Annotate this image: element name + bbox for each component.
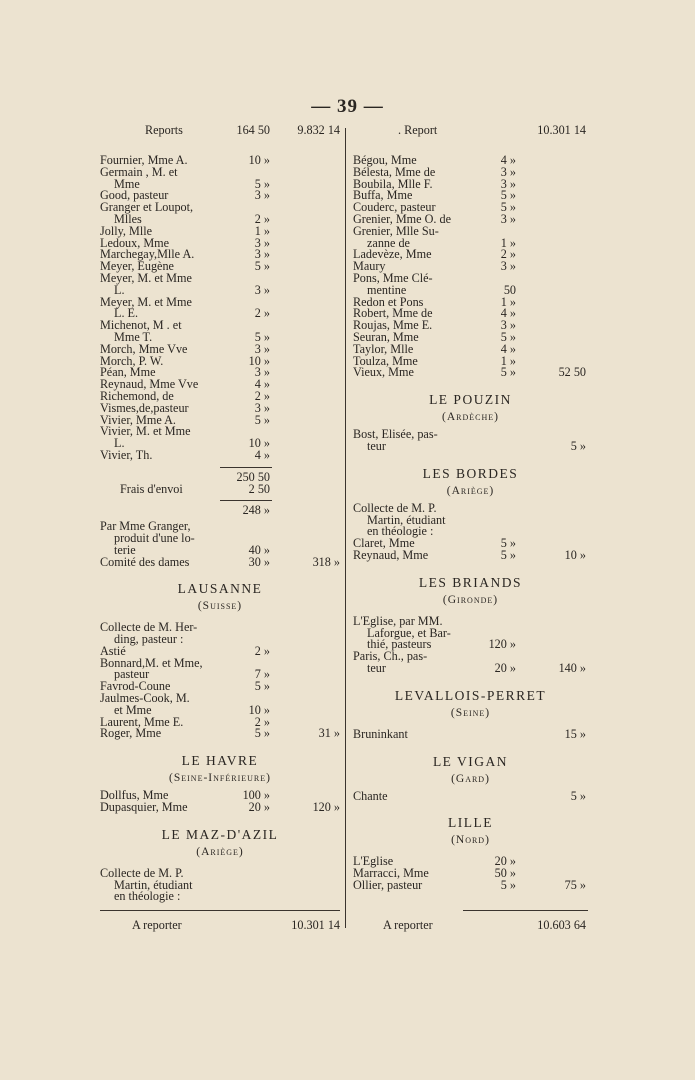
entry-amount: 3 » — [254, 235, 270, 250]
entry-amount: 5 » — [500, 188, 516, 203]
entry-name: Seuran, Mme — [353, 329, 419, 344]
entry-name: Maury — [353, 259, 386, 274]
subtotal: 250 50 — [236, 469, 270, 484]
entry-name: Grenier, Mlle Su- — [353, 223, 439, 238]
entry-name: Pons, Mme Clé- — [353, 270, 433, 285]
entry-total: 5 » — [570, 788, 586, 803]
entry-name: Bonnard,M. et Mme, — [100, 655, 203, 670]
entry-name: Jaulmes-Cook, M. — [100, 691, 190, 706]
section-title: LE HAVRE — [181, 753, 259, 769]
entry-name: Germain , M. et — [100, 164, 178, 179]
entry-name: Mme — [114, 176, 140, 191]
entry-amount: 5 » — [500, 536, 516, 551]
entry-name: Mlles — [114, 211, 142, 226]
entry-name: Favrod-Coune — [100, 679, 171, 694]
report-row — [100, 125, 340, 139]
list-item — [353, 367, 588, 379]
entry-amount: 2 » — [500, 247, 516, 262]
section-subtitle: (Ariège) — [196, 845, 244, 858]
entry-name: Boubila, Mlle F. — [353, 176, 433, 191]
donor-list — [100, 521, 340, 568]
entry-amount: 1 » — [500, 294, 516, 309]
entry-name: Grenier, Mme O. de — [353, 211, 451, 226]
entry-amount: 5 » — [254, 176, 270, 191]
entry-name: Marchegay,Mlle A. — [100, 247, 195, 262]
separator — [100, 462, 340, 472]
entry-name: produit d'une lo- — [114, 530, 195, 545]
entry-amount: 4 » — [254, 447, 270, 462]
entry-amount: 3 » — [254, 188, 270, 203]
entry-amount: 4 » — [254, 377, 270, 392]
entry-name: Morch, P. W. — [100, 353, 164, 368]
donor-list — [100, 865, 340, 904]
entry-name: Ladevèze, Mme — [353, 247, 432, 262]
entry-amount: 4 » — [500, 306, 516, 321]
entry-name: Mme T. — [114, 329, 153, 344]
entry-name: Bégou, Mme — [353, 153, 417, 167]
entry-amount: 50 » — [494, 866, 516, 881]
entry-total: 318 » — [312, 554, 340, 569]
entry-name: Marracci, Mme — [353, 866, 429, 881]
entry-name: Vieux, Mme — [353, 365, 414, 380]
section-subtitle: (Seine) — [450, 706, 491, 719]
entry-amount: 10 » — [248, 436, 270, 451]
entry-total: 75 » — [564, 877, 586, 892]
entry-amount: 20 » — [494, 660, 516, 675]
entry-name: Buffa, Mme — [353, 188, 413, 203]
entry-name: terie — [114, 542, 136, 557]
entry-name: Laurent, Mme E. — [100, 714, 184, 729]
entry-total: 140 » — [558, 660, 586, 675]
entry-amount: 30 » — [248, 554, 270, 569]
list-item — [353, 877, 588, 892]
frais-label: Frais d'envoi — [120, 481, 183, 496]
entry-amount: 1 » — [500, 235, 516, 250]
report-label: . Report — [398, 123, 438, 137]
list-item — [100, 270, 340, 285]
donor-list — [353, 856, 588, 891]
entry-name: Toulza, Mme — [353, 353, 418, 368]
entry-name: teur — [367, 660, 386, 675]
entry-amount: 40 » — [248, 542, 270, 557]
entry-amount: 3 » — [254, 365, 270, 380]
donor-list — [353, 155, 588, 379]
entry-total: 15 » — [564, 726, 586, 741]
entry-name: Dollfus, Mme — [100, 788, 169, 803]
entry-amount: 5 » — [254, 726, 270, 741]
entry-amount: 10 » — [248, 153, 270, 167]
entry-name: Martin, étudiant — [114, 877, 193, 892]
donor-list — [100, 622, 340, 740]
entry-name: Robert, Mme de — [353, 306, 433, 321]
entry-amount: 2 » — [254, 388, 270, 403]
entry-amount: 20 » — [248, 800, 270, 815]
entry-name: et Mme — [114, 702, 152, 717]
footer-total-left: 10.301 14 — [291, 918, 340, 932]
entry-amount: 1 » — [500, 353, 516, 368]
entry-name: Claret, Mme — [353, 536, 415, 551]
entry-name: Vismes,de,pasteur — [100, 400, 189, 415]
section-title: LAUSANNE — [177, 581, 263, 597]
section-subtitle: (Nord) — [451, 834, 490, 847]
entry-amount: 5 » — [254, 412, 270, 427]
entry-amount: 2 » — [254, 306, 270, 321]
list-item — [100, 554, 340, 569]
page-number: — 39 — — [311, 96, 384, 117]
entry-amount: 5 » — [500, 877, 516, 892]
section-title: LES BRIANDS — [418, 574, 523, 590]
donor-list — [353, 788, 588, 803]
entry-name: Meyer, M. et Mme — [100, 270, 192, 285]
entry-amount: 3 » — [500, 164, 516, 179]
entry-name: Morch, Mme Vve — [100, 341, 188, 356]
report-total: 9.832 14 — [297, 123, 340, 137]
donor-list — [100, 790, 340, 814]
entry-name: L'Eglise — [353, 854, 394, 869]
entry-name: Chante — [353, 788, 388, 803]
list-item — [353, 438, 588, 453]
list-item — [100, 728, 340, 740]
list-item — [100, 802, 340, 814]
entry-name: Comité des dames — [100, 554, 190, 569]
list-item — [100, 530, 340, 545]
report-subtotal: 164 50 — [236, 123, 270, 137]
section-title: LILLE — [448, 815, 493, 831]
entry-name: teur — [367, 438, 386, 453]
entry-name: Roujas, Mme E. — [353, 318, 433, 333]
entry-name: ding, pasteur : — [114, 632, 184, 647]
entry-name: Couderc, pasteur — [353, 200, 436, 215]
entry-name: Meyer, Eugène — [100, 259, 174, 274]
entry-amount: 2 » — [254, 211, 270, 226]
entry-name: Vivier, Th. — [100, 447, 153, 462]
entry-name: zanne de — [367, 235, 410, 250]
entry-name: Bost, Elisée, pas- — [353, 427, 438, 442]
entry-amount: 20 » — [494, 854, 516, 869]
entry-name: Reynaud, Mme — [353, 547, 429, 562]
entry-amount: 4 » — [500, 341, 516, 356]
section-subtitle: (Suisse) — [197, 600, 243, 613]
entry-amount: 3 » — [500, 211, 516, 226]
entry-name: Michenot, M . et — [100, 318, 182, 333]
entry-amount: 5 » — [500, 547, 516, 562]
entry-amount: 5 » — [500, 329, 516, 344]
entry-name: Martin, étudiant — [367, 512, 446, 527]
list-item — [100, 426, 340, 438]
entry-total: 120 » — [312, 800, 340, 815]
entry-amount: 7 » — [254, 667, 270, 682]
entry-name: Paris, Ch., pas- — [353, 649, 428, 664]
donor-list — [353, 726, 588, 741]
entry-amount: 4 » — [500, 153, 516, 167]
list-item — [353, 429, 588, 441]
donor-list — [353, 613, 588, 675]
entry-name: L. — [114, 282, 125, 297]
section-subtitle: (Gironde) — [442, 593, 499, 606]
entry-amount: 5 » — [254, 329, 270, 344]
entry-name: en théologie : — [367, 524, 434, 539]
donor-list — [353, 500, 588, 562]
entry-amount: 5 » — [500, 365, 516, 380]
list-item — [100, 634, 340, 646]
entry-amount: 3 » — [254, 247, 270, 262]
section-subtitle: (Ardèche) — [442, 411, 499, 424]
entry-name: en théologie : — [114, 889, 181, 904]
entry-name: L. — [114, 436, 125, 451]
entry-name: L. E. — [114, 306, 139, 321]
entry-name: Laforgue, et Bar- — [367, 625, 451, 640]
entry-amount: 100 » — [242, 788, 270, 803]
footer-label-left: A reporter — [132, 918, 182, 932]
entry-amount: 120 » — [488, 637, 516, 652]
entry-name: Good, pasteur — [100, 188, 169, 203]
entry-total: 5 » — [570, 438, 586, 453]
entry-amount: 10 » — [248, 353, 270, 368]
section-subtitle: (Ariège) — [446, 484, 495, 497]
section-title: LE POUZIN — [429, 392, 512, 408]
entry-amount: 5 » — [500, 200, 516, 215]
footer-separator — [353, 905, 588, 915]
entry-name: Dupasquier, Mme — [100, 800, 188, 815]
list-item — [353, 726, 588, 741]
entry-total: 10 » — [564, 547, 586, 562]
donor-list — [100, 155, 340, 462]
entry-amount: 3 » — [500, 259, 516, 274]
list-item — [353, 651, 588, 663]
footer-separator — [100, 905, 340, 915]
entry-name: Redon et Pons — [353, 294, 424, 309]
entry-amount: 5 » — [254, 679, 270, 694]
list-item — [100, 447, 340, 462]
report-row — [353, 125, 588, 139]
footer-label-right: A reporter — [383, 918, 433, 932]
list-item — [353, 249, 588, 261]
list-item — [353, 788, 588, 803]
section-title: LE VIGAN — [432, 753, 509, 769]
net-total: 248 » — [242, 503, 270, 518]
entry-name: Granger et Loupot, — [100, 200, 194, 215]
section-title: LEVALLOIS-PERRET — [394, 687, 547, 703]
left-column — [100, 125, 340, 903]
report-label: Reports — [145, 123, 183, 137]
entry-name: Vivier, Mme A. — [100, 412, 176, 427]
entry-name: Meyer, M. et Mme — [100, 294, 192, 309]
entry-name: Roger, Mme — [100, 726, 162, 741]
entry-name: Bélesta, Mme de — [353, 164, 436, 179]
entry-name: Fournier, Mme A. — [100, 153, 188, 167]
entry-name: thié, pasteurs — [367, 637, 432, 652]
section-subtitle: (Seine-Inférieure) — [169, 772, 271, 785]
entry-amount: 1 » — [254, 223, 270, 238]
entry-name: Vivier, M. et Mme — [100, 424, 191, 439]
list-item — [100, 891, 340, 903]
entry-amount: 3 » — [254, 400, 270, 415]
donor-list — [353, 429, 588, 453]
footer-total-right: 10.603 64 — [537, 918, 586, 932]
entry-name: Collecte de M. P. — [100, 865, 184, 880]
entry-name: Reynaud, Mme Vve — [100, 377, 199, 392]
entry-amount: 3 » — [254, 341, 270, 356]
entry-total: 31 » — [318, 726, 340, 741]
entry-amount: 3 » — [254, 282, 270, 297]
entry-amount: 5 » — [254, 259, 270, 274]
entry-amount: 3 » — [500, 176, 516, 191]
entry-name: Collecte de M. P. — [353, 500, 437, 515]
frais-amount: 2 50 — [248, 481, 270, 496]
section-title: LES BORDES — [422, 465, 519, 481]
entry-name: Ollier, pasteur — [353, 877, 423, 892]
entry-amount: 10 » — [248, 702, 270, 717]
section-title: LE MAZ-D'AZIL — [161, 826, 279, 842]
entry-name: mentine — [367, 282, 407, 297]
column-divider — [345, 128, 346, 928]
section-subtitle: (Gard) — [451, 772, 490, 785]
list-item — [353, 547, 588, 562]
entry-name: Jolly, Mlle — [100, 223, 153, 238]
entry-name: Collecte de M. Her- — [100, 620, 198, 635]
entry-amount: 2 » — [254, 643, 270, 658]
entry-amount: 2 » — [254, 714, 270, 729]
entry-name: L'Eglise, par MM. — [353, 613, 443, 628]
right-column — [353, 125, 588, 892]
entry-name: Péan, Mme — [100, 365, 156, 380]
report-total: 10.301 14 — [537, 123, 586, 137]
entry-name: Richemond, de — [100, 388, 174, 403]
entry-amount: 3 » — [500, 318, 516, 333]
entry-name: Par Mme Granger, — [100, 519, 191, 534]
entry-name: Taylor, Mlle — [353, 341, 414, 356]
entry-total: 52 50 — [558, 365, 586, 380]
entry-name: Ledoux, Mme — [100, 235, 170, 250]
separator — [100, 495, 340, 505]
entry-name: Astié — [100, 643, 126, 658]
entry-name: pasteur — [114, 667, 150, 682]
list-item — [353, 660, 588, 675]
entry-amount: 50 — [503, 282, 516, 297]
entry-name: Bruninkant — [353, 726, 408, 741]
